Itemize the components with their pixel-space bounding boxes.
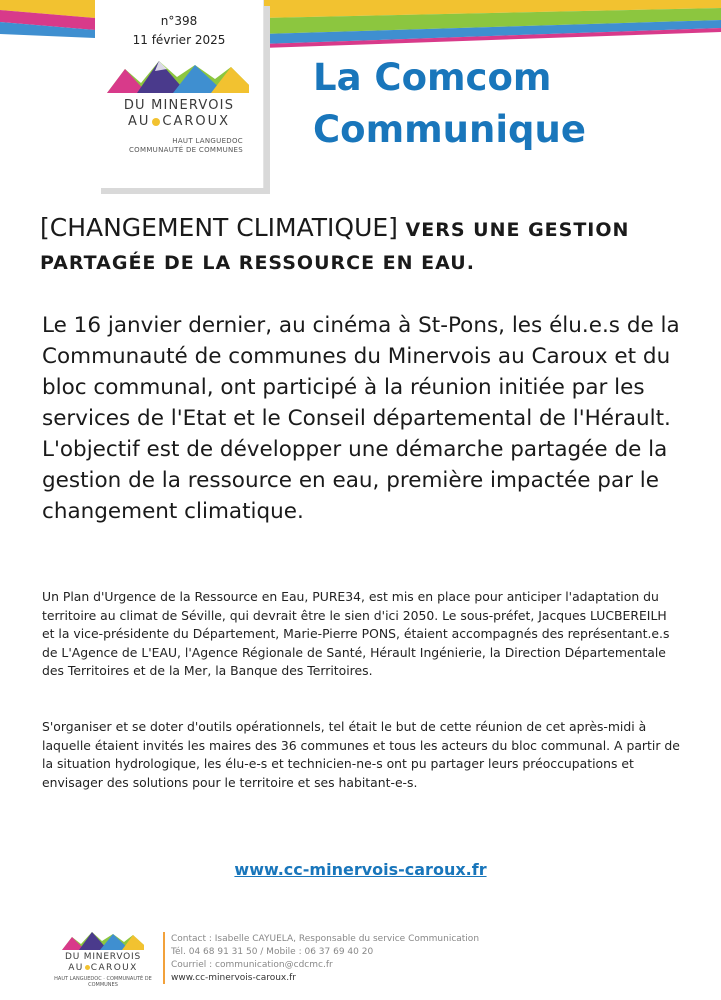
footer-logo-subtitle: HAUT LANGUEDOC · COMMUNAUTÉ DE COMMUNES: [54, 976, 152, 988]
headline: [40, 212, 690, 280]
logo-line2-left: AU: [127, 114, 151, 129]
contact-name: Contact : Isabelle CAYUELA, Responsable du service Communication: [171, 934, 480, 944]
footer-divider: [163, 932, 165, 984]
logo-line2-right: CAROUX: [162, 114, 231, 129]
body-paragraph-2: S'organiser et se doter d'outils opérationnels, tel était le but de cette réunion de cet après-midi à laquelle étaient invités les maires des 36 communes et tous les acteurs du bloc communal. A partir de la situation hydrologique, les élu-e-s et technicien-ne-s ont pu partager leurs préoccupations et envisager des solutions pour le territoire et ses habitant-e-s.: [42, 719, 680, 790]
yellow-dot-icon: [152, 118, 160, 126]
page-title-line2: Communique: [313, 108, 586, 151]
contact-email: Courriel : communication@cdcmc.fr: [171, 960, 333, 970]
logo-line1: DU MINERVOIS: [123, 98, 235, 113]
issue-number: n°398: [160, 14, 198, 28]
headline-rest: VERS UNE GESTION PARTAGÉE DE LA RESSOURCE EN EAU.: [40, 219, 630, 274]
page-title-line1: La Comcom: [313, 56, 552, 99]
website-link[interactable]: www.cc-minervois-caroux.fr: [234, 860, 487, 879]
footer-logo-line2-right: CAROUX: [90, 963, 138, 973]
logo-line2: [95, 114, 263, 129]
footer-logo-line2: [50, 963, 156, 973]
logo-subtitle1: HAUT LANGUEDOC: [172, 137, 243, 145]
issue-date: 11 février 2025: [132, 33, 226, 47]
contact-phone: Tél. 04 68 91 31 50 / Mobile : 06 37 69 40 20: [171, 947, 374, 957]
footer-website-link[interactable]: www.cc-minervois-caroux.fr: [171, 973, 296, 983]
lead-paragraph: Le 16 janvier dernier, au cinéma à St-Pons, les élu.e.s de la Communauté de communes du Minervois au Caroux et du bloc communal, ont participé à la réunion initiée par les services de l'Etat et le Conseil départemental de l'Hérault. L'objectif est de développer une démarche partagée de la gestion de la ressource en eau, première impactée par le changement climatique.: [42, 313, 680, 524]
header-band-left: [0, 0, 95, 45]
body-paragraph-1: Un Plan d'Urgence de la Ressource en Eau, PURE34, est mis en place pour anticiper l'adaptation du territoire au climat de Séville, qui devrait être le sien d'ici 2050. Le sous-préfet, Jacques LUCBEREILH et la vice-présidente du Département, Marie-Pierre PONS, étaient accompagnés des représentant.e.s de L'Agence de L'EAU, l'Agence Régionale de Santé, Hérault Ingénierie, la Direction Départementale des Territoires et de la Mer, la Banque des Territoires.: [42, 589, 670, 678]
header-band-right: [262, 0, 721, 48]
footer-mountains-logo-icon: [62, 930, 144, 950]
footer-logo-line2-left: AU: [68, 963, 84, 973]
logo-subtitle2: COMMUNAUTÉ DE COMMUNES: [128, 146, 243, 154]
footer-logo-line1: DU MINERVOIS: [64, 952, 142, 962]
mountains-logo-icon: [107, 57, 249, 93]
headline-tag: [CHANGEMENT CLIMATIQUE]: [40, 213, 398, 242]
logo-card: [95, 0, 264, 188]
footer-yellow-dot-icon: [85, 965, 90, 970]
